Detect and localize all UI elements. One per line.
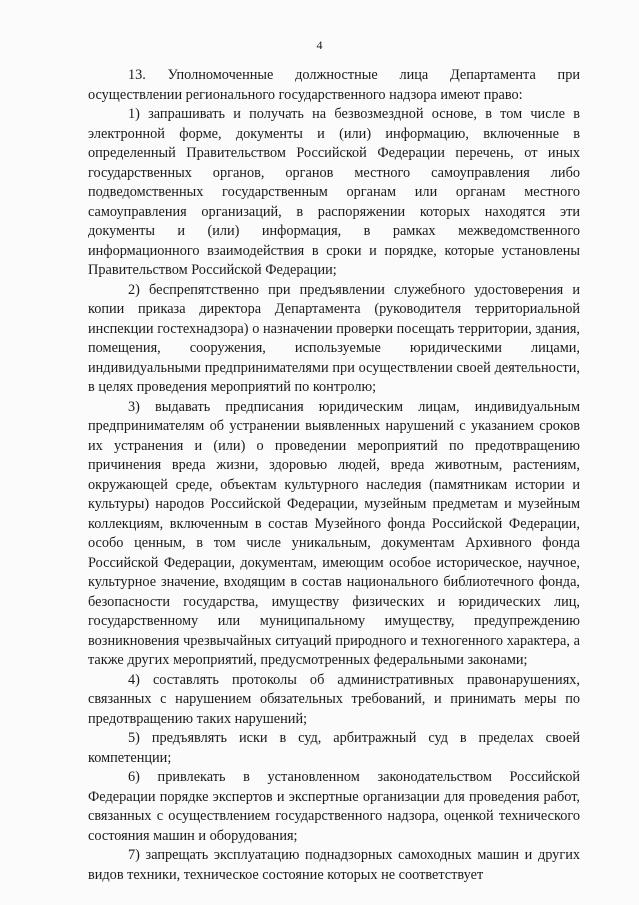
item-2: 2) беспрепятственно при предъявлении служебного удостоверения и копии приказа директора Департамента (руководителя территориальной инспекции гостехнадзора) о назначении проверки посещать территории, здания, помещения, сооружения, используемые юридическими лицами, индивидуальными предпринимателями при осуществлении своей деятельности, в целях проведения мероприятий по контролю; <box>88 281 580 395</box>
item-6: 6) привлекать в установленном законодательством Российской Федерации порядке экспертов и экспертные организации для проведения работ, связанных с осуществлением государственного надзора, оценкой технического состояния машин и оборудования; <box>88 769 580 844</box>
item-7: 7) запрещать эксплуатацию поднадзорных самоходных машин и других видов техники, техническое состояние которых не соответствует <box>88 847 580 883</box>
page-number: 4 <box>316 38 323 52</box>
document-body <box>88 66 580 885</box>
item-3: 3) выдавать предписания юридическим лицам, индивидуальным предпринимателям об устранении выявленных нарушений с указанием сроков их устранения и (или) о проведении мероприятий по предотвращению причинения вреда жизни, здоровью людей, вреда животным, растениям, окружающей среде, объектам культурного наследия (памятникам истории и культуры) народов Российской Федерации, музейным предметам и музейным коллекциям, включенным в состав Музейного фонда Российской Федерации, особо ценным, в том числе уникальным, документам Архивного фонда Российской Федерации, документам, имеющим особое историческое, научное, культурное значение, входящим в состав национального библиотечного фонда, безопасности государства, имуществу физических и юридических лиц, государственному или муниципальному имуществу, предупреждению возникновения чрезвычайных ситуаций природного и техногенного характера, а также других мероприятий, предусмотренных федеральными законами; <box>88 398 580 668</box>
item-5: 5) предъявлять иски в суд, арбитражный суд в пределах своей компетенции; <box>88 730 580 766</box>
item-4: 4) составлять протоколы об административных правонарушениях, связанных с нарушением обязательных требований, и принимать меры по предотвращению таких нарушений; <box>88 671 580 727</box>
clause-13-heading: 13. Уполномоченные должностные лица Департамента при осуществлении регионального государственного надзора имеют право: <box>88 67 580 103</box>
item-1: 1) запрашивать и получать на безвозмездной основе, в том числе в электронной форме, документы и (или) информацию, включенные в определенный Правительством Российской Федерации перечень, от иных государственных органов, органов местного самоуправления либо подведомственных государственным органам или органам местного самоуправления организаций, в распоряжении которых находятся эти документы и (или) информация, в рамках межведомственного информационного взаимодействия в сроки и порядке, которые установлены Правительством Российской Федерации; <box>88 106 580 278</box>
